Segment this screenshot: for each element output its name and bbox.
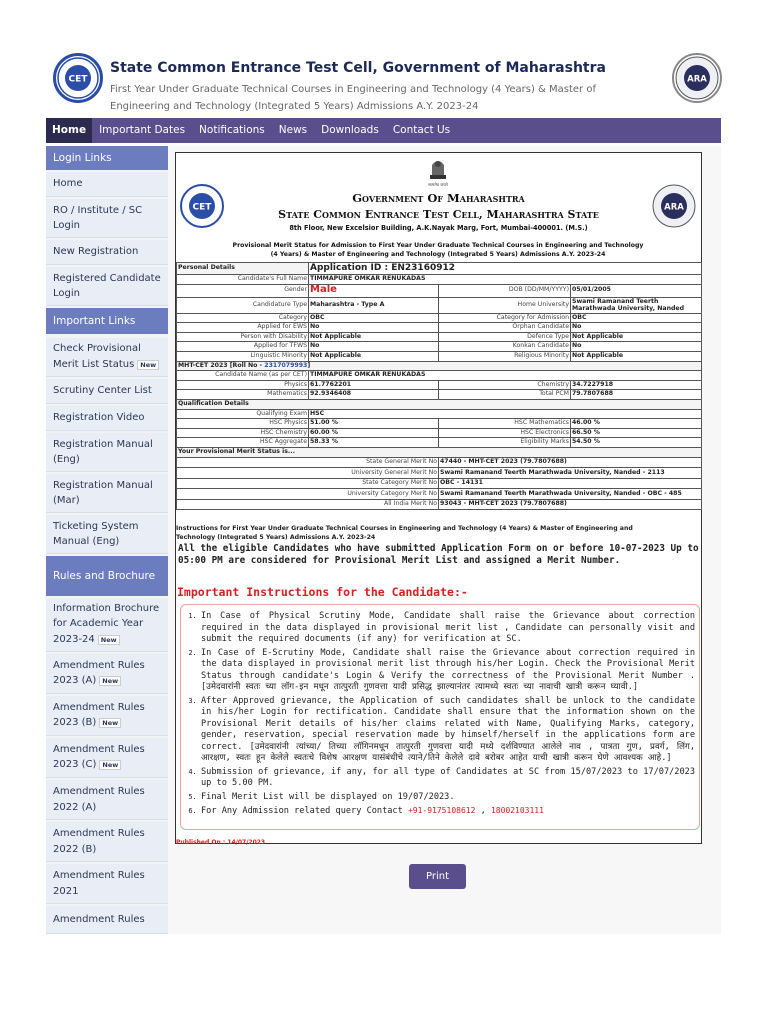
sidebar-item-amendment-2023-a[interactable] bbox=[46, 654, 168, 694]
svg-text:ARA: ARA bbox=[687, 74, 707, 85]
sidebar-item-merit-status[interactable] bbox=[46, 338, 168, 377]
sidebar-item-manual-eng[interactable] bbox=[46, 433, 168, 472]
personal-table bbox=[176, 262, 702, 510]
sidebar-head-rules: Rules and Brochure bbox=[46, 556, 168, 596]
tfws-value: No bbox=[309, 342, 439, 352]
sidebar bbox=[46, 146, 168, 934]
cet-logo[interactable] bbox=[53, 53, 103, 103]
sidebar-item-ro-login[interactable] bbox=[46, 199, 168, 238]
sidebar-item-registered-login[interactable] bbox=[46, 267, 168, 306]
site-title: State Common Entrance Test Cell, Government of Maharashtra bbox=[110, 60, 606, 76]
sidebar-item-home[interactable] bbox=[46, 172, 168, 197]
sidebar-item-label: Registration Manual (Mar) bbox=[53, 479, 153, 506]
svg-text:सत्यमेव जयते: सत्यमेव जयते bbox=[428, 182, 448, 187]
nav-important-dates[interactable]: Important Dates bbox=[99, 124, 186, 136]
sidebar-item-label: Amendment Rules 2022 (B) bbox=[53, 828, 145, 855]
state-category-merit-value: OBC - 14131 bbox=[439, 478, 702, 489]
field-label: Candidate's Full Name bbox=[177, 275, 309, 285]
sidebar-item-label: New Registration bbox=[53, 246, 139, 258]
field-label: DOB (DD/MM/YYYY) bbox=[439, 284, 571, 297]
qual-section-label: Qualification Details bbox=[177, 399, 702, 409]
field-label: Category bbox=[177, 313, 309, 323]
sidebar-head-login: Login Links bbox=[46, 146, 168, 170]
new-badge: New bbox=[99, 718, 121, 728]
field-label: State General Merit No bbox=[177, 457, 439, 468]
hsc-maths-value: 46.00 % bbox=[571, 419, 702, 429]
instruction-item: 1. In Case of Physical Scrutiny Mode, Candidate shall raise the Grievance about correction required in the data displayed in provisional merit list , Candidate can personally visit and submit the required documents (if any) for verification at SC. bbox=[201, 611, 695, 646]
main-nav bbox=[46, 118, 721, 143]
field-label: Defence Type bbox=[439, 332, 571, 342]
nav-notifications[interactable]: Notifications bbox=[199, 124, 265, 136]
sidebar-item-label: Registered Candidate Login bbox=[53, 272, 161, 299]
field-label: Applied for TFWS bbox=[177, 342, 309, 352]
published-date: Published On : 14/07/2023 bbox=[176, 839, 266, 846]
field-label: HSC Mathematics bbox=[439, 419, 571, 429]
instructions-list bbox=[181, 611, 699, 818]
gender-value: Male bbox=[309, 284, 439, 297]
sidebar-item-label: Amendment Rules 2023 (B) New bbox=[53, 701, 145, 728]
eligible-note: All the eligible Candidates who have submitted Application Form on or before 10-07-2023 Up to 05:00 PM are considered for Provisional Merit List and assigned a Merit Number. bbox=[178, 543, 699, 566]
field-label: Physics bbox=[177, 380, 309, 390]
field-label: Total PCM bbox=[439, 390, 571, 400]
field-label: Mathematics bbox=[177, 390, 309, 400]
cet-doc-logo-icon bbox=[179, 183, 225, 229]
category-value: OBC bbox=[309, 313, 439, 323]
instruction-item: 2. In Case of E-Scrutiny Mode, Candidate shall raise the Grievance about correction required in the data displayed in provisional merit list through his/her Login. Check the Provisional Merit Status through candidate's Login & Verify the correctness of the Provisional Merit Number . [उमेदवारांनी स्वतः च्या लॉग-इन मधून तात्पुरती गुणवत्ता यादी प्रसिद्ध झाल्यानंतर त्यामध्ये स्वतः च्या नावाची खात्री करून घ्यावी.] bbox=[201, 648, 695, 694]
home-university-value: Swami Ramanand Teerth Marathwada University, Nanded bbox=[571, 297, 702, 313]
eligibility-marks-value: 54.50 % bbox=[571, 438, 702, 448]
sidebar-item-label: Home bbox=[53, 178, 83, 190]
field-label: Eligibility Marks bbox=[439, 438, 571, 448]
field-label: University Category Merit No bbox=[177, 489, 439, 500]
field-label: Chemistry bbox=[439, 380, 571, 390]
sidebar-item-amendment-2021[interactable] bbox=[46, 864, 168, 904]
field-label: HSC Electronics bbox=[439, 428, 571, 438]
religious-value: Not Applicable bbox=[571, 351, 702, 361]
sidebar-item-registration-video[interactable] bbox=[46, 406, 168, 431]
new-badge: New bbox=[99, 760, 121, 770]
new-badge: New bbox=[137, 360, 159, 370]
field-label: Religious Minority bbox=[439, 351, 571, 361]
ews-value: No bbox=[309, 323, 439, 333]
sidebar-item-amendment[interactable] bbox=[46, 906, 168, 934]
hsc-chem-value: 60.00 % bbox=[309, 428, 439, 438]
field-label: Applied for EWS bbox=[177, 323, 309, 333]
pwd-value: Not Applicable bbox=[309, 332, 439, 342]
cet-emblem-icon bbox=[56, 56, 100, 100]
sidebar-item-label: Amendment Rules 2021 bbox=[53, 870, 145, 897]
field-label: HSC Aggregate bbox=[177, 438, 309, 448]
instruction-item: 6. For Any Admission related query Contact +91-9175108612 , 18002103111 bbox=[201, 805, 695, 818]
field-label: Candidature Type bbox=[177, 297, 309, 313]
hsc-physics-value: 51.00 % bbox=[309, 419, 439, 429]
application-id: Application ID : EN23160912 bbox=[309, 263, 702, 275]
field-label: HSC Chemistry bbox=[177, 428, 309, 438]
svg-text:ARA: ARA bbox=[664, 202, 684, 213]
sidebar-item-ticketing-manual[interactable] bbox=[46, 515, 168, 554]
address: 8th Floor, New Excelsior Building, A.K.Nayak Marg, Fort, Mumbai-400001. (M.S.) bbox=[289, 224, 588, 232]
field-label: Orphan Candidate bbox=[439, 323, 571, 333]
full-name-value: TIMMAPURE OMKAR RENUKADAS bbox=[309, 275, 702, 285]
new-badge: New bbox=[98, 635, 120, 645]
nav-home[interactable]: Home bbox=[46, 118, 92, 143]
sidebar-item-label: Ticketing System Manual (Eng) bbox=[53, 520, 139, 547]
gov-title: Government Of Maharashtra bbox=[352, 191, 525, 205]
chemistry-value: 34.7227918 bbox=[571, 380, 702, 390]
important-title: Important Instructions for the Candidate:- bbox=[177, 585, 468, 599]
konkan-value: No bbox=[571, 342, 702, 352]
category-admission-value: OBC bbox=[571, 313, 702, 323]
sidebar-item-label: Check Provisional Merit List Status New bbox=[53, 341, 161, 373]
physics-value: 61.7762201 bbox=[309, 380, 439, 390]
field-label: HSC Physics bbox=[177, 419, 309, 429]
site-header bbox=[0, 0, 768, 118]
sidebar-item-scrutiny-center[interactable] bbox=[46, 379, 168, 404]
field-label: Home University bbox=[439, 297, 571, 313]
sidebar-item-label: Registration Video bbox=[53, 412, 145, 424]
maths-value: 92.9346408 bbox=[309, 390, 439, 400]
pcm-value: 79.7807688 bbox=[571, 390, 702, 400]
sidebar-item-amendment-2022-a[interactable] bbox=[46, 780, 168, 820]
university-category-merit-value: Swami Ramanand Teerth Marathwada University, Nanded - OBC - 485 bbox=[439, 489, 702, 500]
field-label: University General Merit No bbox=[177, 468, 439, 479]
ara-emblem-icon bbox=[674, 55, 720, 101]
cet-section-label: MHT-CET 2023 [Roll No - 2317079993] bbox=[177, 361, 702, 371]
site-subtitle: First Year Under Graduate Technical Courses in Engineering and Technology (4 Years) & Master of Engineering and Technology (Integrated 5 Years) Admissions A.Y. 2023-24 bbox=[110, 84, 596, 112]
field-label: All India Merit No bbox=[177, 499, 439, 510]
all-india-merit-value: 93043 - MHT-CET 2023 (79.7807688) bbox=[439, 499, 702, 510]
merit-section-label: Your Provisional Merit Status is... bbox=[177, 447, 702, 457]
candidature-type-value: Maharashtra - Type A bbox=[309, 297, 439, 313]
instruction-item: 4. Submission of grievance, if any, for all type of Candidates at SC from 15/07/2023 to 17/07/2023 up to 5.00 PM. bbox=[201, 767, 695, 790]
qualifying-exam-value: HSC bbox=[309, 409, 702, 419]
university-general-merit-value: Swami Ramanand Teerth Marathwada University, Nanded - 2113 bbox=[439, 468, 702, 479]
print-button[interactable]: Print bbox=[409, 864, 466, 889]
field-label: Category for Admission bbox=[439, 313, 571, 323]
cet-name-value: TIMMAPURE OMKAR RENUKADAS bbox=[309, 371, 702, 381]
sidebar-head-important: Important Links bbox=[46, 308, 168, 334]
new-badge: New bbox=[99, 676, 121, 686]
ara-doc-logo-icon bbox=[651, 183, 697, 229]
sidebar-item-label: Amendment Rules 2023 (A) New bbox=[53, 659, 145, 686]
sidebar-item-label: Amendment Rules bbox=[53, 913, 145, 925]
defence-value: Not Applicable bbox=[571, 332, 702, 342]
sidebar-item-info-brochure[interactable] bbox=[46, 598, 168, 652]
phone-link-2[interactable]: 18002103111 bbox=[490, 806, 544, 815]
nav-downloads[interactable]: Downloads bbox=[321, 124, 379, 136]
phone-link-1[interactable]: +91-9175108612 bbox=[407, 806, 476, 815]
field-label: Linguistic Minority bbox=[177, 351, 309, 361]
instruction-item: 5. Final Merit List will be displayed on 19/07/2023. bbox=[201, 792, 695, 804]
dob-value: 05/01/2005 bbox=[571, 284, 702, 297]
state-general-merit-value: 47440 - MHT-CET 2023 (79.7807688) bbox=[439, 457, 702, 468]
field-label: Qualifying Exam bbox=[177, 409, 309, 419]
orphan-value: No bbox=[571, 323, 702, 333]
svg-text:CET: CET bbox=[68, 74, 88, 85]
sidebar-item-label: Information Brochure for Academic Year 2023-24 New bbox=[53, 602, 160, 645]
field-label: State Category Merit No bbox=[177, 478, 439, 489]
sidebar-item-label: RO / Institute / SC Login bbox=[53, 204, 143, 231]
svg-text:CET: CET bbox=[192, 202, 212, 213]
sidebar-item-label: Amendment Rules 2022 (A) bbox=[53, 786, 145, 813]
hsc-aggregate-value: 58.33 % bbox=[309, 438, 439, 448]
national-emblem-icon bbox=[424, 155, 452, 189]
field-label: Gender bbox=[177, 284, 309, 297]
sidebar-item-amendment-2023-b[interactable] bbox=[46, 696, 168, 736]
sidebar-item-amendment-2023-c[interactable] bbox=[46, 738, 168, 778]
ara-logo bbox=[672, 53, 722, 103]
sidebar-item-label: Amendment Rules 2023 (C) New bbox=[53, 743, 145, 770]
cell-title: State Common Entrance Test Cell, Maharashtra State bbox=[278, 208, 599, 221]
field-label: Konkan Candidate bbox=[439, 342, 571, 352]
field-label: Candidate Name (as per CET) bbox=[177, 371, 309, 381]
instructions-box bbox=[180, 604, 700, 830]
nav-contact-us[interactable]: Contact Us bbox=[392, 124, 451, 136]
field-label: Person with Disability bbox=[177, 332, 309, 342]
sidebar-item-label: Registration Manual (Eng) bbox=[53, 438, 153, 465]
linguistic-value: Not Applicable bbox=[309, 351, 439, 361]
hsc-electronics-value: 66.50 % bbox=[571, 428, 702, 438]
instructions-small-heading: Instructions for First Year Under Graduate Technical Courses in Engineering and Technology (4 Years) & Master of Engineering and Technology (Integrated 5 Years) Admissions A.Y. 2023-24 bbox=[176, 525, 633, 541]
sidebar-item-new-registration[interactable] bbox=[46, 240, 168, 265]
personal-section-label: Personal Details bbox=[177, 263, 309, 275]
roll-number-link[interactable]: 2317079993 bbox=[264, 361, 308, 369]
sidebar-item-label: Scrutiny Center List bbox=[53, 385, 152, 397]
instruction-item: 3. After Approved grievance, the Application of such candidates shall be unlock to the candidate in his/her Login for rectification. Candidate shall ensure that the information shown on the Provisional Merit details of his/her claims related with Name, Qualifying Marks, category, gender, reservation, special reservation made by himself/herself in the applications form are correct. [उमेदवारांनी त्यांच्या/ तिच्या लॉगिनमधून तात्पुरती गुणवत्ता यादी मध्ये दर्शविण्यात आलेले नाव , पात्रता गुण, प्रवर्ग, लिंग, आरक्षण, स्वतः हून केलेले स्वतःचे विशेष आरक्षण यासंबंधीचे त्याने/तिने केलेले दावे बरोबर आहेत याची खात्री करून घेणे आवश्यक आहे.] bbox=[201, 696, 695, 765]
merit-heading: Provisional Merit Status for Admission to First Year Under Graduate Technical Courses in Engineering and Technology (4 Years) & Master of Engineering and Technology (Integrated 5 Years) Admissions A.Y. 2023-24 bbox=[232, 242, 644, 258]
sidebar-item-manual-mar[interactable] bbox=[46, 474, 168, 513]
nav-news[interactable]: News bbox=[278, 124, 308, 136]
sidebar-item-amendment-2022-b[interactable] bbox=[46, 822, 168, 862]
